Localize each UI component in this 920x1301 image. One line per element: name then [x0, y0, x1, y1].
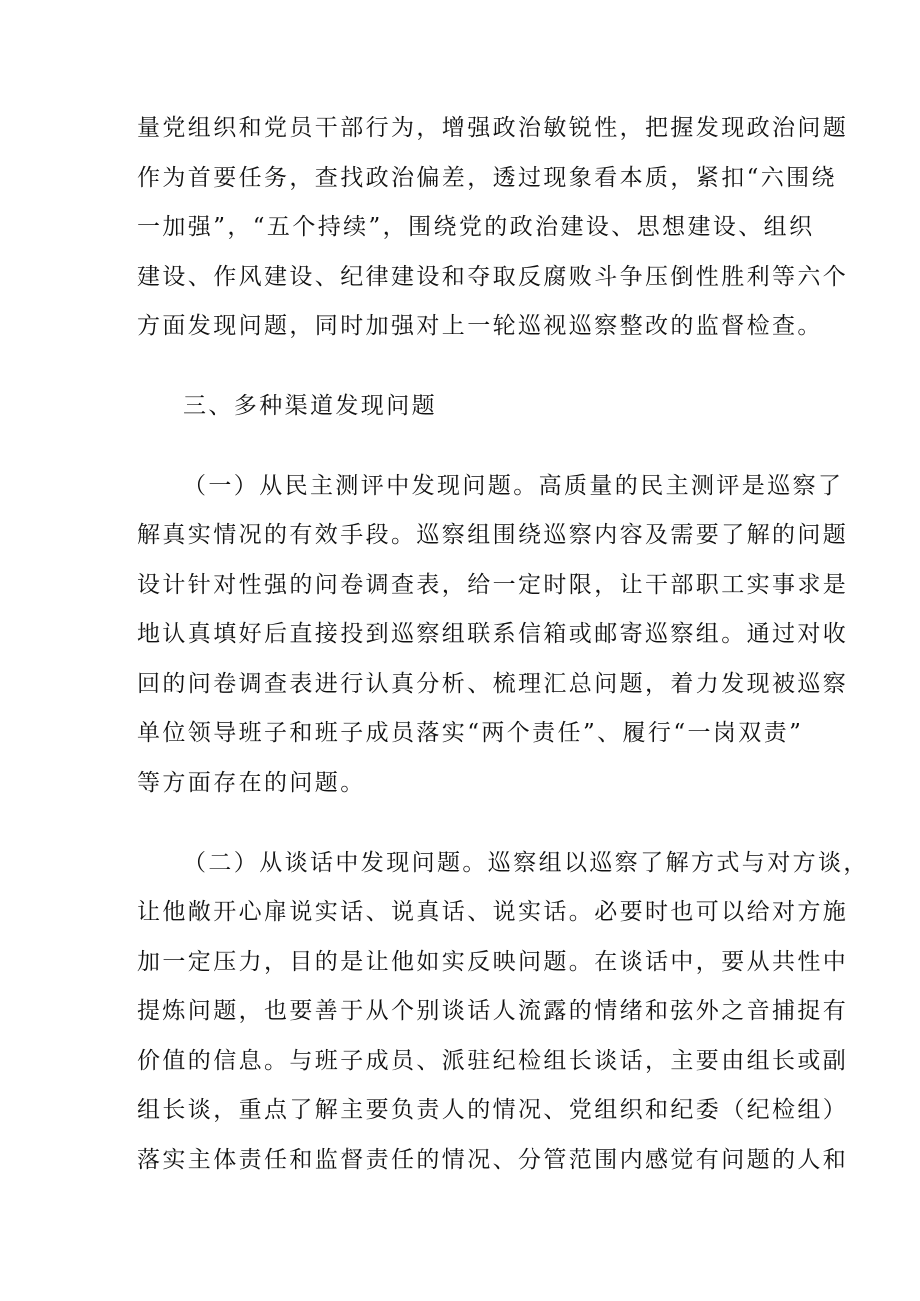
paragraph-line: 让他敞开心扉说实话、说真话、说实话。必要时也可以给对方施 [137, 899, 849, 925]
paragraph-line: （二）从谈话中发现问题。巡察组以巡察了解方式与对方谈， [183, 850, 869, 876]
paragraph-line: 提炼问题，也要善于从个别谈话人流露的情绪和弦外之音捕捉有 [137, 998, 849, 1024]
paragraph-line: 价值的信息。与班子成员、派驻纪检组长谈话，主要由组长或副 [137, 1048, 849, 1074]
paragraph-line: 作为首要任务，查找政治偏差，透过现象看本质，紧扣“六围绕 [137, 165, 837, 191]
paragraph-line: 方面发现问题，同时加强对上一轮巡视巡察整改的监督检查。 [137, 313, 823, 339]
paragraph-line: 设计针对性强的问卷调查表，给一定时限，让干部职工实事求是 [137, 572, 849, 598]
paragraph-line: 回的问卷调查表进行认真分析、梳理汇总问题，着力发现被巡察 [137, 671, 849, 697]
paragraph-line: 加一定压力，目的是让他如实反映问题。在谈话中，要从共性中 [137, 949, 849, 975]
paragraph-line: 量党组织和党员干部行为，增强政治敏锐性，把握发现政治问题 [137, 115, 849, 141]
paragraph-line: 等方面存在的问题。 [137, 770, 366, 796]
paragraph-line: 地认真填好后直接投到巡察组联系信箱或邮寄巡察组。通过对收 [137, 621, 849, 647]
paragraph-line: 解真实情况的有效手段。巡察组围绕巡察内容及需要了解的问题 [137, 522, 849, 548]
paragraph-line: 建设、作风建设、纪律建设和夺取反腐败斗争压倒性胜利等六个 [137, 264, 849, 290]
paragraph-line: 组长谈，重点了解主要负责人的情况、党组织和纪委（纪检组） [137, 1097, 849, 1123]
paragraph-line: 单位领导班子和班子成员落实“两个责任”、履行“一岗双责” [137, 720, 804, 746]
paragraph-line: 一加强”，“五个持续”，围绕党的政治建设、思想建设、组织 [137, 214, 815, 240]
paragraph-line: 落实主体责任和监督责任的情况、分管范围内感觉有问题的人和 [137, 1147, 849, 1173]
paragraph-line: （一）从民主测评中发现问题。高质量的民主测评是巡察了 [183, 473, 844, 499]
section-heading: 三、多种渠道发现问题 [183, 393, 437, 419]
